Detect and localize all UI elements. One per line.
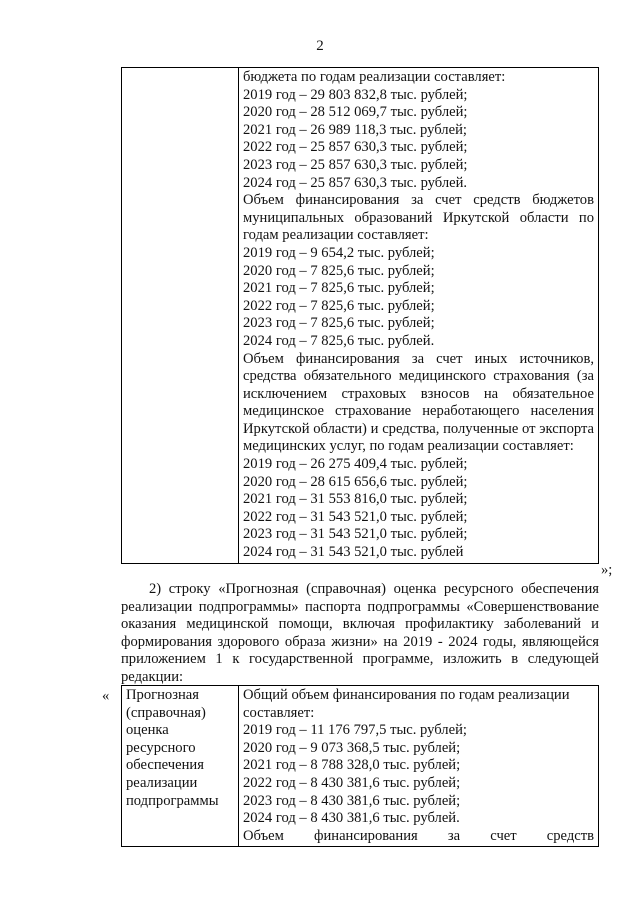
closing-quote-mark: »; [601, 562, 613, 578]
table1-right-cell [239, 68, 599, 564]
text-line: Объем финансирования за счет средств [243, 827, 594, 844]
paragraph-line: приложением 1 к государственной программе, изложить в следующей [121, 651, 599, 668]
opening-quote-mark: « [102, 688, 110, 704]
year-amount: 2020 год – 28 615 656,6 тыс. рублей; [243, 473, 468, 490]
year-amount: 2021 год – 31 553 816,0 тыс. рублей; [243, 491, 468, 508]
label-line: Прогнозная [126, 687, 199, 703]
year-amount: 2020 год – 9 073 368,5 тыс. рублей; [243, 739, 461, 756]
other-sources-text: Объем финансирования за счет иных источников, средства обязательного медицинского страхования (за исключением страховых взносов на обязательное медицинское страхование неработающего населения Иркутской области) и средства, полученные от экспорта медицинских услуг, по годам реализации составляет: [243, 350, 594, 455]
text-line: составляет: [243, 704, 315, 721]
year-amount: 2019 год – 9 654,2 тыс. рублей; [243, 244, 435, 261]
table1-left-cell [122, 68, 239, 564]
label-line: ресурсного [126, 739, 196, 756]
year-amount: 2024 год – 31 543 521,0 тыс. рублей [243, 544, 464, 561]
municipal-lines [243, 245, 594, 351]
year-amount: 2022 год – 7 825,6 тыс. рублей; [243, 297, 435, 314]
text-line: Общий объем финансирования по годам реализации [243, 687, 570, 703]
paragraph-line: формирования здорового образа жизни» на 2019 - 2024 годы, являющейся [121, 633, 599, 650]
year-amount: 2019 год – 11 176 797,5 тыс. рублей; [243, 722, 467, 739]
year-amount: 2020 год – 28 512 069,7 тыс. рублей; [243, 104, 468, 121]
year-amount: 2022 год – 25 857 630,3 тыс. рублей; [243, 139, 468, 156]
year-amount: 2019 год – 26 275 409,4 тыс. рублей; [243, 456, 468, 473]
year-amount: 2023 год – 31 543 521,0 тыс. рублей; [243, 526, 468, 543]
other-sources-lines [243, 456, 594, 562]
year-amount: 2024 год – 7 825,6 тыс. рублей. [243, 332, 435, 349]
year-amount: 2021 год – 26 989 118,3 тыс. рублей; [243, 121, 467, 138]
paragraph-line: оказания медицинской помощи, включая профилактику заболеваний и [121, 616, 599, 633]
label-line: (справочная) [126, 704, 206, 721]
page-number: 2 [316, 38, 324, 54]
year-amount: 2023 год – 8 430 381,6 тыс. рублей; [243, 792, 461, 809]
paragraph-line: реализации подпрограммы» паспорта подпрограммы «Совершенствование [121, 598, 599, 615]
label-line: обеспечения [126, 757, 204, 774]
year-amount: 2022 год – 31 543 521,0 тыс. рублей; [243, 508, 468, 525]
finance-table-continued [121, 67, 599, 564]
municipal-funding-text: Объем финансирования за счет средств бюджетов муниципальных образований Иркутской области по годам реализации составляет: [243, 192, 594, 244]
finance-table-new [121, 685, 599, 847]
label-line: подпрограммы [126, 792, 219, 809]
year-amount: 2021 год – 8 788 328,0 тыс. рублей; [243, 757, 461, 774]
label-line: реализации [126, 774, 198, 791]
amendment-paragraph [121, 581, 599, 687]
label-line: оценка [126, 722, 169, 739]
year-amount: 2021 год – 7 825,6 тыс. рублей; [243, 280, 435, 297]
year-amount: 2020 год – 7 825,6 тыс. рублей; [243, 262, 435, 279]
year-amount: 2023 год – 25 857 630,3 тыс. рублей; [243, 156, 468, 173]
state-budget-lines [243, 69, 594, 192]
year-amount: 2024 год – 25 857 630,3 тыс. рублей. [243, 174, 468, 191]
year-amount: 2024 год – 8 430 381,6 тыс. рублей. [243, 810, 460, 827]
paragraph-line: 2) строку «Прогнозная (справочная) оценка ресурсного обеспечения [149, 581, 599, 597]
paragraph-line: редакции: [121, 668, 184, 685]
year-amount: 2023 год – 7 825,6 тыс. рублей; [243, 315, 435, 332]
year-amount: 2022 год – 8 430 381,6 тыс. рублей; [243, 774, 461, 791]
table2-left-cell [122, 686, 239, 847]
text-line: бюджета по годам реализации составляет: [243, 69, 506, 85]
table2-right-cell [239, 686, 599, 847]
year-amount: 2019 год – 29 803 832,8 тыс. рублей; [243, 86, 468, 103]
